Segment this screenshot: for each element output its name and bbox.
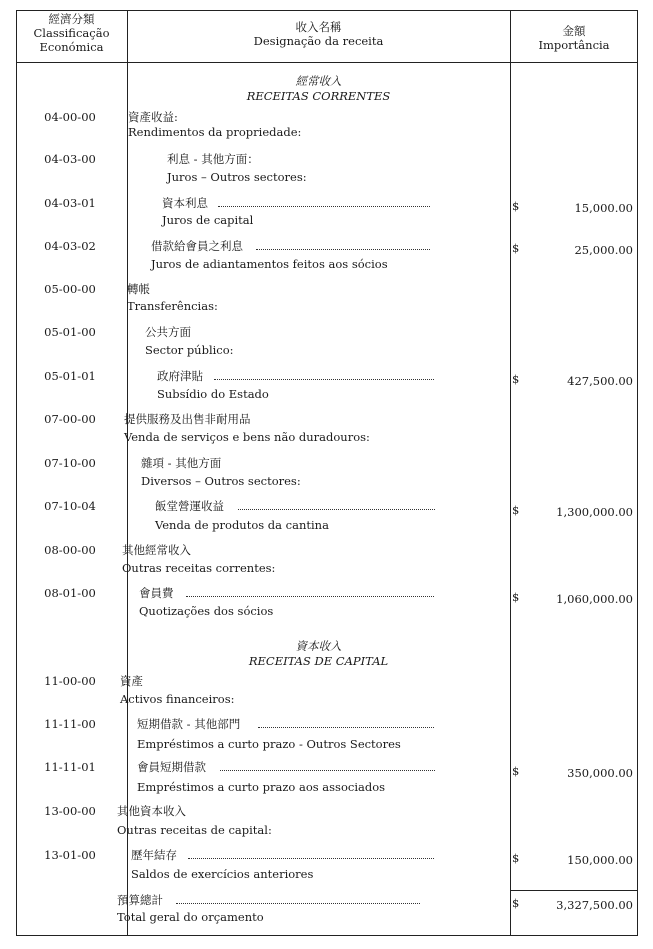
row-label-pt: Venda de produtos da cantina <box>155 518 329 532</box>
row-label-pt: Juros de adiantamentos feitos aos sócios <box>151 257 388 271</box>
currency-symbol: $ <box>512 851 520 865</box>
currency-symbol: $ <box>512 372 520 386</box>
header-amount-zh: 金額 <box>562 24 586 38</box>
header-designation-pt: Designação da receita <box>253 34 384 48</box>
row-amount: 1,300,000.00 <box>556 505 633 519</box>
header-classification-pt1: Classificação <box>33 26 110 40</box>
header-designation-zh: 收入名稱 <box>295 20 342 34</box>
header-classification-pt2: Económica <box>39 40 104 54</box>
table-frame <box>16 10 638 936</box>
row-label-zh: 會員短期借款 <box>137 760 206 774</box>
currency-symbol: $ <box>512 764 520 778</box>
row-code: 05-00-00 <box>44 282 96 296</box>
row-code: 11-11-01 <box>44 760 96 774</box>
row-label-pt: Juros – Outros sectores: <box>167 170 307 184</box>
header-amount <box>510 24 638 52</box>
row-code: 07-10-00 <box>44 456 96 470</box>
currency-symbol: $ <box>512 896 520 910</box>
row-code: 04-03-01 <box>44 196 96 210</box>
row-code: 11-11-00 <box>44 717 96 731</box>
row-label-zh: 其他經常收入 <box>122 543 191 557</box>
row-label-zh: 資產 <box>120 674 143 688</box>
leader-dots <box>218 206 430 207</box>
row-label-zh: 雜項 - 其他方面 <box>141 456 222 470</box>
row-label-zh: 飯堂營運收益 <box>155 499 224 513</box>
row-code: 04-03-00 <box>44 152 96 166</box>
currency-symbol: $ <box>512 241 520 255</box>
row-label-zh: 會員費 <box>139 586 174 600</box>
row-label-pt: Empréstimos a curto prazo aos associados <box>137 780 386 794</box>
row-label-pt: Empréstimos a curto prazo - Outros Sectores <box>137 737 401 751</box>
section-current <box>127 74 510 104</box>
currency-symbol: $ <box>512 503 520 517</box>
row-amount: 150,000.00 <box>567 853 633 867</box>
row-amount: 427,500.00 <box>567 374 633 388</box>
row-label-pt: Diversos – Outros sectores: <box>141 474 301 488</box>
header-divider <box>16 62 638 63</box>
section-capital-pt: RECEITAS DE CAPITAL <box>248 654 389 668</box>
row-label-pt: Sector público: <box>145 343 234 357</box>
row-amount: 25,000.00 <box>574 243 633 257</box>
leader-dots <box>256 249 430 250</box>
leader-dots <box>176 903 420 904</box>
row-amount: 350,000.00 <box>567 766 633 780</box>
row-label-zh: 提供服務及出售非耐用品 <box>124 412 251 426</box>
row-code: 05-01-01 <box>44 369 96 383</box>
row-code: 04-00-00 <box>44 110 96 124</box>
row-code: 07-10-04 <box>44 499 96 513</box>
row-label-pt: Subsídio do Estado <box>157 387 269 401</box>
column-divider <box>510 10 511 936</box>
row-code: 08-01-00 <box>44 586 96 600</box>
row-label-pt: Rendimentos da propriedade: <box>128 125 302 139</box>
row-code: 11-00-00 <box>44 674 96 688</box>
row-label-pt: Transferências: <box>127 299 218 313</box>
section-current-pt: RECEITAS CORRENTES <box>246 89 391 103</box>
row-code: 05-01-00 <box>44 325 96 339</box>
row-label-zh: 其他資本收入 <box>117 804 186 818</box>
leader-dots <box>238 509 435 510</box>
row-code: 04-03-02 <box>44 239 96 253</box>
row-code: 13-00-00 <box>44 804 96 818</box>
row-label-pt: Saldos de exercícios anteriores <box>131 867 314 881</box>
row-label-zh: 借款給會員之利息 <box>151 239 243 253</box>
column-divider <box>127 10 128 936</box>
section-capital-zh: 資本收入 <box>295 639 342 653</box>
row-label-zh: 資產收益: <box>128 110 178 124</box>
row-code: 07-00-00 <box>44 412 96 426</box>
row-label-pt: Venda de serviços e bens não duradouros: <box>124 430 370 444</box>
row-label-zh: 利息 - 其他方面： <box>167 152 259 166</box>
total-label-zh: 預算總計 <box>117 893 163 907</box>
leader-dots <box>186 596 434 597</box>
leader-dots <box>220 770 435 771</box>
currency-symbol: $ <box>512 199 520 213</box>
row-amount: 15,000.00 <box>574 201 633 215</box>
total-divider <box>510 890 638 891</box>
row-label-zh: 歷年結存 <box>131 848 177 862</box>
row-label-zh: 資本利息 <box>162 196 208 210</box>
header-designation <box>127 20 510 48</box>
currency-symbol: $ <box>512 590 520 604</box>
row-label-zh: 轉帳 <box>127 282 150 296</box>
header-classification-zh: 經濟分類 <box>48 12 95 26</box>
total-label-pt: Total geral do orçamento <box>117 910 264 924</box>
row-label-pt: Quotizações dos sócios <box>139 604 274 618</box>
row-label-zh: 公共方面 <box>145 325 191 339</box>
section-current-zh: 經常收入 <box>295 74 342 88</box>
row-label-zh: 短期借款 - 其他部門 <box>137 717 241 731</box>
row-amount: 1,060,000.00 <box>556 592 633 606</box>
header-classification <box>16 12 127 54</box>
leader-dots <box>188 858 434 859</box>
row-label-pt: Outras receitas de capital: <box>117 823 272 837</box>
leader-dots <box>214 379 434 380</box>
row-label-pt: Juros de capital <box>162 213 254 227</box>
leader-dots <box>258 727 434 728</box>
section-capital <box>127 639 510 669</box>
row-label-pt: Activos financeiros: <box>120 692 235 706</box>
row-label-pt: Outras receitas correntes: <box>122 561 276 575</box>
row-code: 13-01-00 <box>44 848 96 862</box>
row-label-zh: 政府津貼 <box>157 369 203 383</box>
row-code: 08-00-00 <box>44 543 96 557</box>
total-amount: 3,327,500.00 <box>556 898 633 912</box>
header-amount-pt: Importância <box>538 38 610 52</box>
